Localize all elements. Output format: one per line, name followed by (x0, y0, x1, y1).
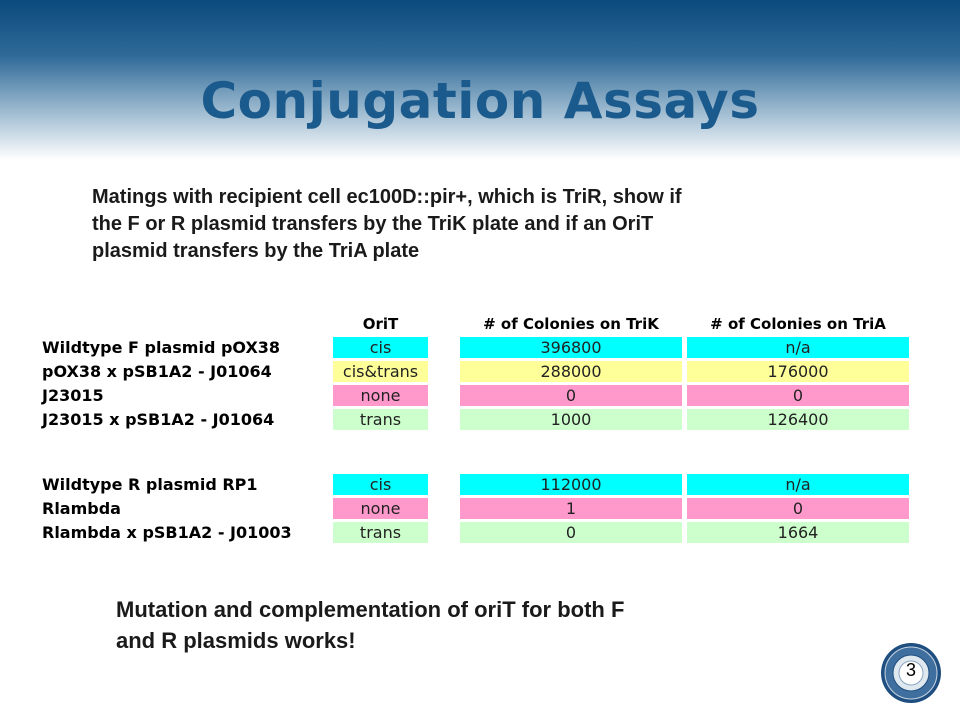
trik-cell: 0 (460, 522, 682, 543)
trik-cell: 112000 (460, 474, 682, 495)
trik-cell: 1 (460, 498, 682, 519)
orit-cell: cis (333, 474, 428, 495)
intro-line: the F or R plasmid transfers by the TriK plate and if an OriT (92, 213, 654, 235)
tria-cell: 176000 (687, 361, 909, 382)
orit-cell: trans (333, 522, 428, 543)
orit-cell: none (333, 498, 428, 519)
slide-title: Conjugation Assays (200, 72, 760, 130)
orit-cell: none (333, 385, 428, 406)
conclusion-text (116, 594, 876, 656)
trik-cell: 288000 (460, 361, 682, 382)
trik-cell: 396800 (460, 337, 682, 358)
row-label: J23015 x pSB1A2 - J01064 (42, 410, 275, 429)
conclusion-line: Mutation and complementation of oriT for both F (116, 597, 625, 622)
row-label: pOX38 x pSB1A2 - J01064 (42, 362, 272, 381)
tria-cell: 1664 (687, 522, 909, 543)
trik-cell: 1000 (460, 409, 682, 430)
row-label: Wildtype R plasmid RP1 (42, 475, 258, 494)
intro-line: Matings with recipient cell ec100D::pir+, which is TriR, show if (92, 186, 682, 208)
tria-cell: n/a (687, 337, 909, 358)
header-tria: # of Colonies on TriA (710, 315, 886, 333)
orit-cell: cis (333, 337, 428, 358)
intro-line: plasmid transfers by the TriA plate (92, 240, 420, 262)
trik-cell: 0 (460, 385, 682, 406)
header-orit: OriT (362, 315, 399, 333)
row-label: Rlambda x pSB1A2 - J01003 (42, 523, 292, 542)
conclusion-line: and R plasmids works! (116, 628, 356, 653)
tria-cell: n/a (687, 474, 909, 495)
tria-cell: 0 (687, 498, 909, 519)
intro-paragraph (92, 184, 892, 265)
header-trik: # of Colonies on TriK (483, 315, 659, 333)
row-label: Rlambda (42, 499, 121, 518)
tria-cell: 0 (687, 385, 909, 406)
orit-cell: cis&trans (333, 361, 428, 382)
orit-cell: trans (333, 409, 428, 430)
row-label: J23015 (42, 386, 104, 405)
row-label: Wildtype F plasmid pOX38 (42, 338, 281, 357)
tria-cell: 126400 (687, 409, 909, 430)
page-number: 3 (905, 660, 916, 680)
